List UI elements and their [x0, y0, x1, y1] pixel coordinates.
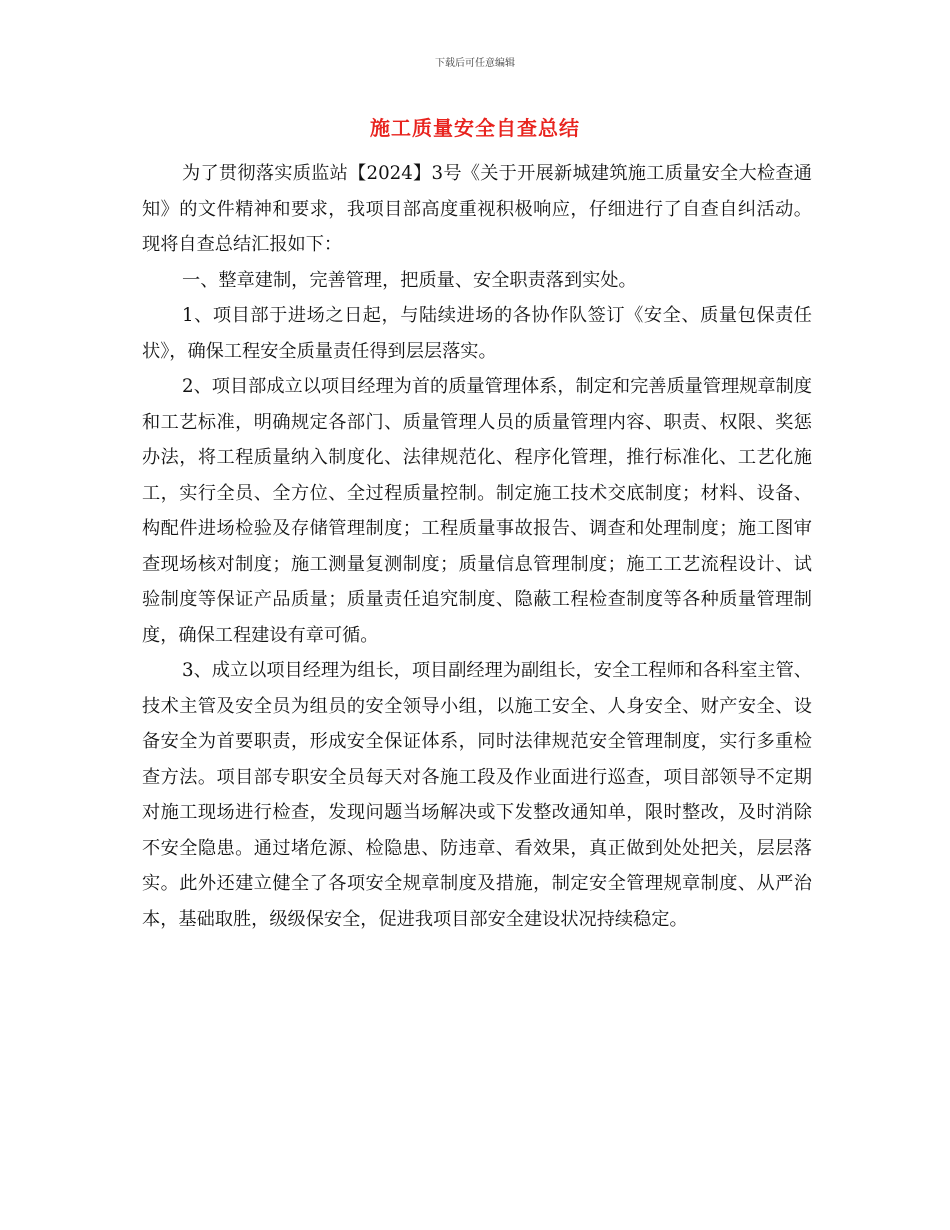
- document-body: [142, 156, 812, 937]
- paragraph-intro: 为了贯彻落实质监站【2024】3号《关于开展新城建筑施工质量安全大检查通知》的文件精神和要求，我项目部高度重视积极响应，仔细进行了自查自纠活动。现将自查总结汇报如下：: [142, 163, 812, 255]
- document-title: 施工质量安全自查总结: [370, 116, 580, 140]
- paragraph-item-3: 3、成立以项目经理为组长，项目副经理为副组长，安全工程师和各科室主管、技术主管及安全员为组员的安全领导小组，以施工安全、人身安全、财产安全、设备安全为首要职责，形成安全保证体系，同时法律规范安全管理制度，实行多重检查方法。项目部专职安全员每天对各施工段及作业面进行巡查，项目部领导不定期对施工现场进行检查，发现问题当场解决或下发整改通知单，限时整改，及时消除不安全隐患。通过堵危源、检隐患、防违章、看效果，真正做到处处把关，层层落实。此外还建立健全了各项安全规章制度及措施，制定安全管理规章制度、从严治本，基础取胜，级级保安全，促进我项目部安全建设状况持续稳定。: [142, 660, 812, 930]
- paragraph-section-1-heading: 一、整章建制，完善管理，把质量、安全职责落到实处。: [182, 269, 637, 291]
- paragraph-item-2: 2、项目部成立以项目经理为首的质量管理体系，制定和完善质量管理规章制度和工艺标准，明确规定各部门、质量管理人员的质量管理内容、职责、权限、奖惩办法，将工程质量纳入制度化、法律规范化、程序化管理，推行标准化、工艺化施工，实行全员、全方位、全过程质量控制。制定施工技术交底制度；材料、设备、构配件进场检验及存储管理制度；工程质量事故报告、调查和处理制度；施工图审查现场核对制度；施工测量复测制度；质量信息管理制度；施工工艺流程设计、试验制度等保证产品质量；质量责任追究制度、隐蔽工程检查制度等各种质量管理制度，确保工程建设有章可循。: [142, 376, 812, 646]
- header-note: 下载后可任意编辑: [435, 58, 515, 69]
- paragraph-item-1: 1、项目部于进场之日起，与陆续进场的各协作队签订《安全、质量包保责任状》，确保工程安全质量责任得到层层落实。: [142, 305, 812, 362]
